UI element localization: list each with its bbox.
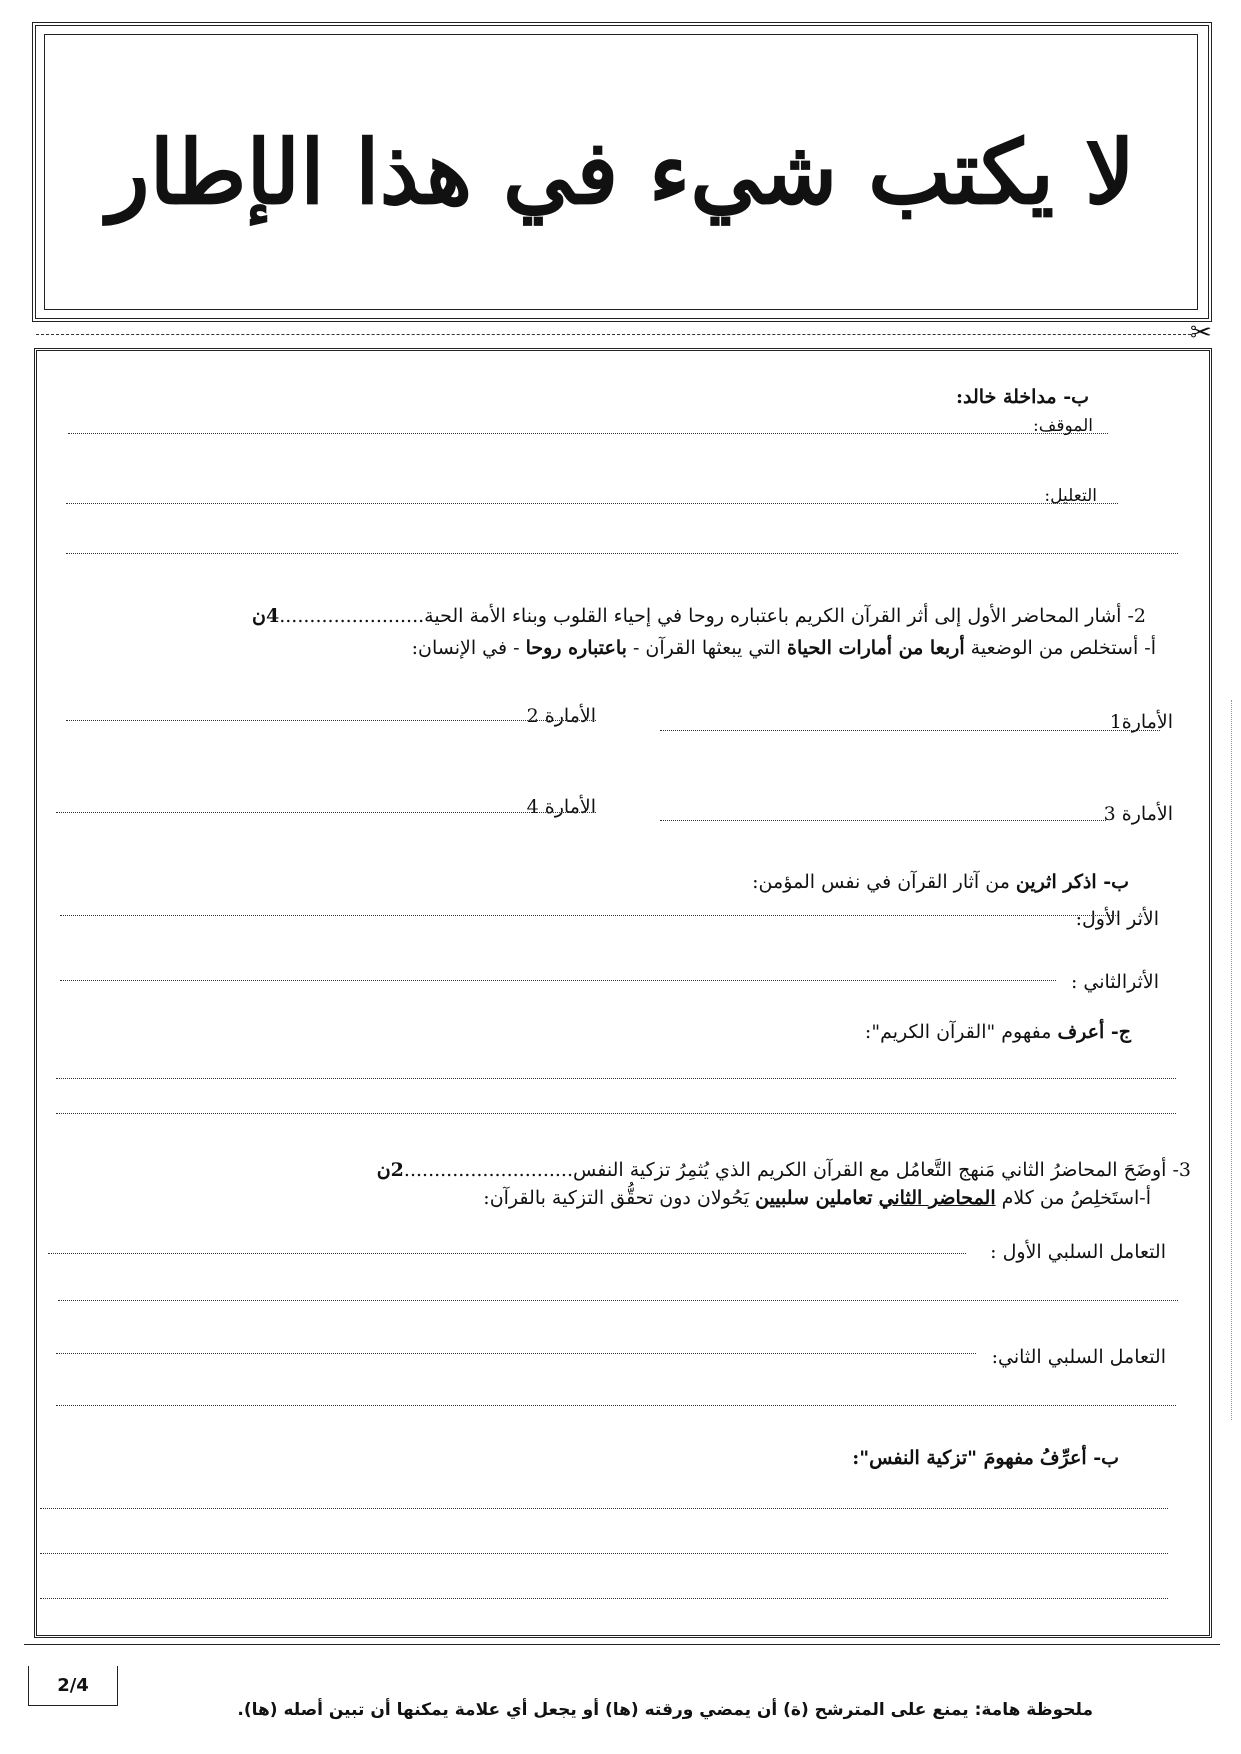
q2a-bold2: باعتباره روحا	[525, 637, 627, 659]
footer-rule	[24, 1644, 1220, 1645]
q3-part-b	[852, 1446, 1119, 1470]
q3-statement: 3- أوضَحَ المحاضرُ الثاني مَنهج التَّعامُل مع القرآن الكريم الذي يُثمِرُ تزكية النفس	[573, 1159, 1191, 1181]
scissors-icon: ✂	[1190, 318, 1212, 348]
position-label: الموقف:	[1033, 416, 1093, 436]
sign4-answer-line[interactable]	[56, 812, 596, 813]
q3-part-a	[483, 1186, 1151, 1210]
q2-part-a	[412, 636, 1156, 660]
q2a-mid: التي يبعثها القرآن -	[632, 637, 781, 659]
page-number: 2/4	[28, 1666, 118, 1706]
q3-text	[377, 1158, 1191, 1182]
sign1-answer-line[interactable]	[660, 730, 1160, 731]
q3b-answer-line-3[interactable]	[40, 1598, 1168, 1599]
negative2-answer-line-2[interactable]	[56, 1405, 1176, 1406]
effect1-label: الأثر الأول:	[1075, 908, 1159, 930]
answer-frame	[34, 348, 1212, 1638]
q2-text	[252, 604, 1146, 628]
sign4-label: الأمارة 4	[526, 796, 596, 818]
edge-mark	[1231, 700, 1232, 1420]
q2-part-b	[752, 870, 1129, 894]
negative2-label: التعامل السلبي الثاني:	[991, 1346, 1166, 1368]
effect2-label: الأثرالثاني :	[1070, 971, 1159, 993]
justification-label: التعليل:	[1044, 486, 1097, 506]
q2-points: 4ن	[252, 605, 280, 627]
effect2-answer-line[interactable]	[60, 980, 1056, 981]
q2-points-leader: ........................	[279, 605, 425, 627]
q2a-suffix: - في الإنسان:	[411, 637, 520, 659]
q3a-bold2: تعاملين سلبيين	[755, 1187, 873, 1209]
q3b-bold: ب- أعرِّفُ	[1039, 1447, 1119, 1469]
sign1-label: الأمارة1	[1109, 711, 1173, 733]
footer-note: ملحوظة هامة: يمنع على المترشح (ة) أن يمضي ورقته (ها) أو يجعل أي علامة يمكنها أن تبين أصله (ها).	[237, 1700, 1093, 1720]
q3b-answer-line-1[interactable]	[40, 1508, 1168, 1509]
justification-answer-line-1[interactable]	[66, 503, 1118, 504]
effect1-answer-line[interactable]	[60, 915, 1118, 916]
q2a-prefix: أ- أستخلص من الوضعية	[970, 637, 1156, 659]
q3a-suffix: يَحُولان دون تحقُّق التزكية بالقرآن:	[483, 1187, 750, 1209]
q2a-bold: أربعا من أمارات الحياة	[787, 637, 965, 659]
section-b-title: ب- مداخلة خالد:	[956, 386, 1089, 408]
q2-part-c	[865, 1020, 1131, 1044]
q3-points-leader: ............................	[403, 1159, 574, 1181]
q2-statement: 2- أشار المحاضر الأول إلى أثر القرآن الكريم باعتباره روحا في إحياء القلوب وبناء الأمة الحية	[424, 605, 1146, 627]
q3b-rest: مفهومَ "تزكية النفس":	[852, 1447, 1034, 1469]
justification-answer-line-2[interactable]	[66, 553, 1178, 554]
q2c-answer-line-2[interactable]	[56, 1113, 1176, 1114]
q3-points: 2ن	[376, 1159, 404, 1181]
sign3-answer-line[interactable]	[660, 820, 1106, 821]
q2b-bold: ب- اذكر اثرين	[1015, 871, 1129, 893]
negative2-answer-line-1[interactable]	[56, 1353, 976, 1354]
q3b-answer-line-2[interactable]	[40, 1553, 1168, 1554]
q3a-prefix: أ-استَخلِصُ من كلام	[1001, 1187, 1151, 1209]
cut-line	[36, 334, 1191, 335]
negative1-answer-line-1[interactable]	[48, 1253, 966, 1254]
no-write-notice: لا يكتب شيء في هذا الإطار	[107, 120, 1135, 224]
negative1-label: التعامل السلبي الأول :	[990, 1241, 1166, 1263]
negative1-answer-line-2[interactable]	[58, 1300, 1178, 1301]
q3a-bold: المحاضر الثاني	[878, 1187, 996, 1209]
sign2-answer-line[interactable]	[66, 720, 596, 721]
position-answer-line[interactable]	[68, 433, 1108, 434]
sign3-label: الأمارة 3	[1103, 803, 1173, 825]
q2c-bold: ج- أعرف	[1057, 1021, 1131, 1043]
q2c-rest: مفهوم "القرآن الكريم":	[864, 1021, 1052, 1043]
q2c-answer-line-1[interactable]	[56, 1078, 1176, 1079]
q2b-rest: من آثار القرآن في نفس المؤمن:	[752, 871, 1010, 893]
sign2-label: الأمارة 2	[526, 705, 596, 727]
